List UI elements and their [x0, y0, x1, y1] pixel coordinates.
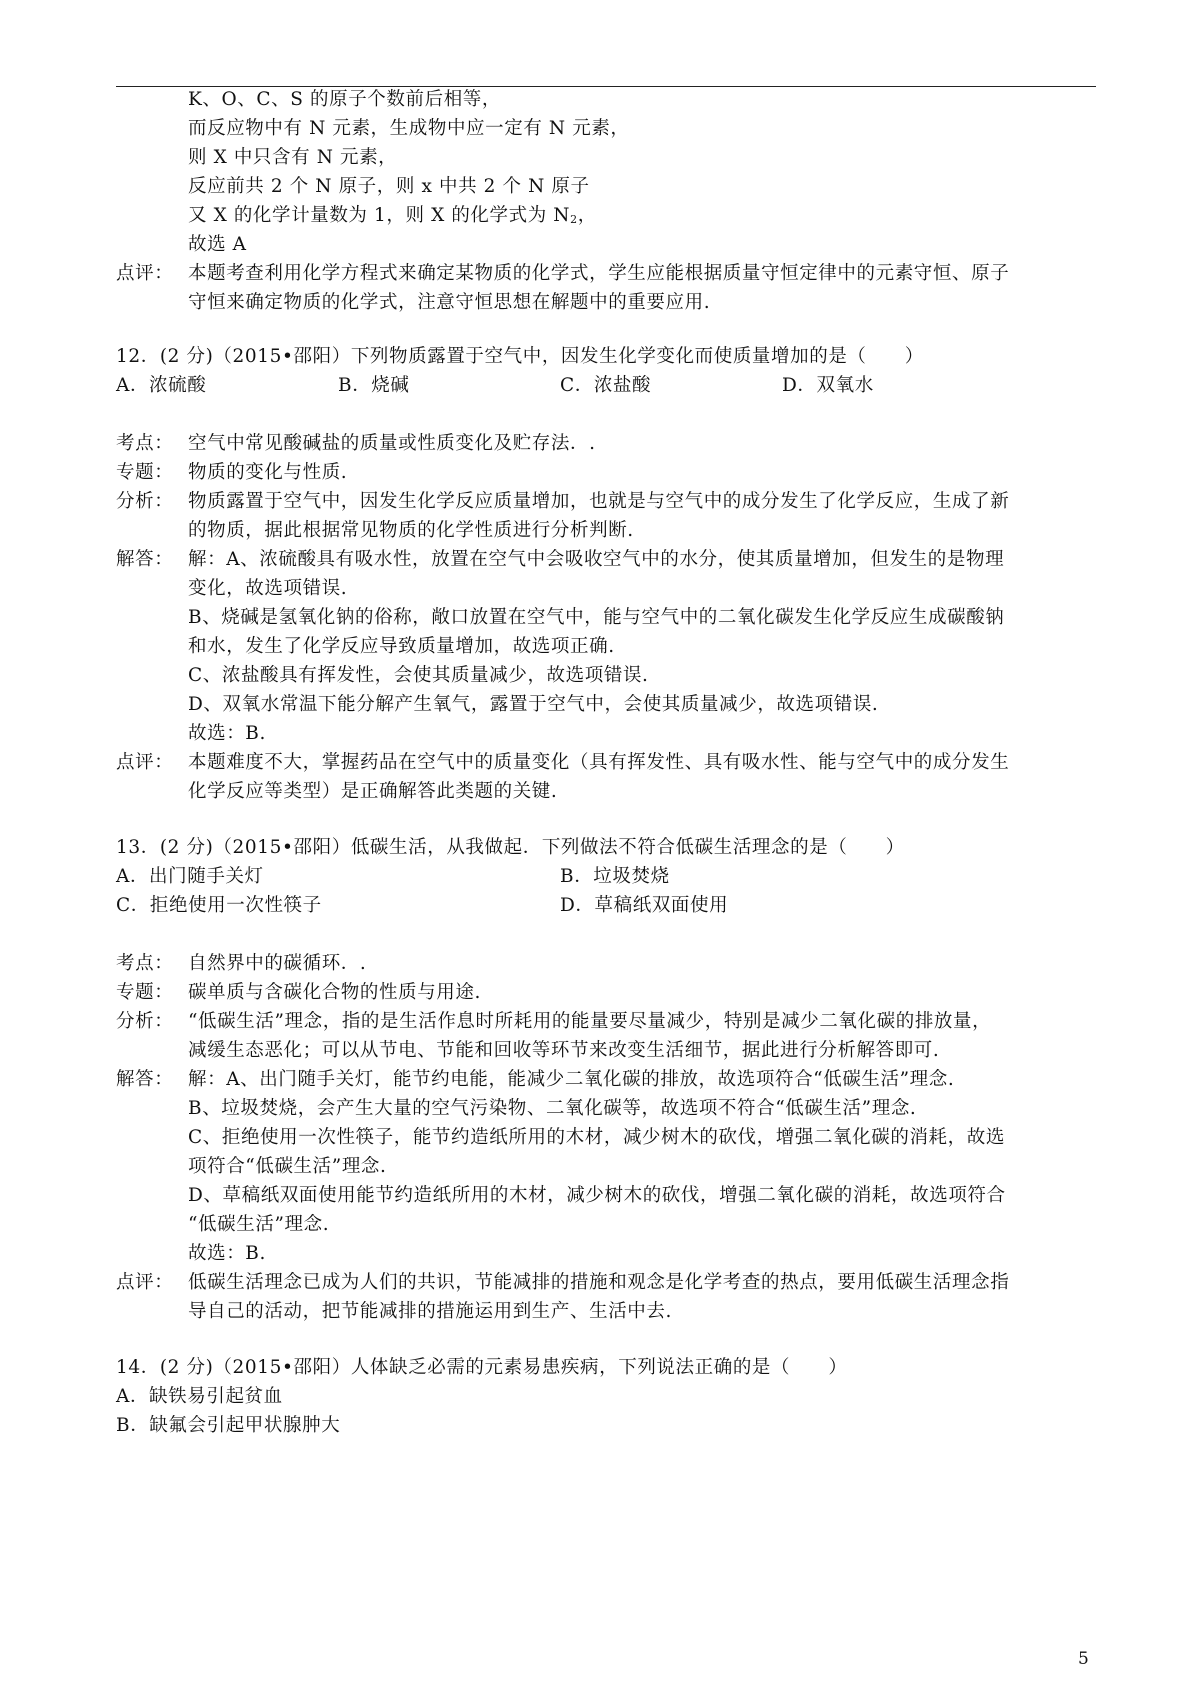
- jieda-label: 解答：: [116, 549, 174, 570]
- q14-option-b: B．缺氟会引起甲状腺肿大: [116, 1415, 341, 1436]
- jieda-line: 和水，发生了化学反应导致质量增加，故选项正确.: [188, 636, 615, 657]
- zhuanti-text: 碳单质与含碳化合物的性质与用途.: [188, 982, 481, 1003]
- zhuanti-text: 物质的变化与性质.: [188, 462, 348, 483]
- q13-option-c: C．拒绝使用一次性筷子: [116, 895, 322, 916]
- jieda-label: 解答：: [116, 1069, 174, 1090]
- jieda-line: 解：A、出门随手关灯，能节约电能，能减少二氧化碳的排放，故选项符合“低碳生活”理念.: [188, 1069, 955, 1090]
- comment-line: 守恒来确定物质的化学式，注意守恒思想在解题中的重要应用.: [188, 292, 711, 313]
- zhuanti-label: 专题：: [116, 462, 174, 483]
- q12-option-d: D．双氧水: [782, 375, 874, 396]
- formula-subscript: 2: [570, 213, 578, 226]
- jieda-line: 变化，故选项错误.: [188, 578, 348, 599]
- answer-line: 而反应物中有 N 元素，生成物中应一定有 N 元素，: [188, 118, 630, 139]
- dianping-label: 点评：: [116, 1272, 174, 1293]
- q13-option-a: A．出门随手关灯: [116, 866, 264, 887]
- dianping-label: 点评：: [116, 752, 174, 773]
- jieda-line: 项符合“低碳生活”理念.: [188, 1156, 387, 1177]
- answer-line: K、O、C、S 的原子个数前后相等，: [188, 89, 501, 110]
- jieda-line: “低碳生活”理念.: [188, 1214, 330, 1235]
- jieda-line: 解：A、浓硫酸具有吸水性，放置在空气中会吸收空气中的水分，使其质量增加，但发生的是物理: [188, 549, 1005, 570]
- question-14-stem: 14．(2 分)（2015•邵阳）人体缺乏必需的元素易患疾病，下列说法正确的是（ ）: [116, 1357, 848, 1378]
- jieda-line: B、垃圾焚烧，会产生大量的空气污染物、二氧化碳等，故选项不符合“低碳生活”理念.: [188, 1098, 917, 1119]
- question-13-stem: 13．(2 分)（2015•邵阳）低碳生活，从我做起．下列做法不符合低碳生活理念的是（ ）: [116, 837, 905, 858]
- formula-text: 又 X 的化学计量数为 1，则 X 的化学式为 N: [188, 205, 571, 226]
- q12-option-a: A．浓硫酸: [116, 375, 207, 396]
- q13-option-d: D．草稿纸双面使用: [560, 895, 729, 916]
- q12-option-b: B．烧碱: [338, 375, 410, 396]
- formula-tail: ，: [577, 205, 597, 226]
- fenxi-label: 分析：: [116, 491, 174, 512]
- fenxi-line: “低碳生活”理念，指的是生活作息时所耗用的能量要尽量减少，特别是减少二氧化碳的排放量，: [188, 1011, 992, 1032]
- fenxi-line: 减缓生态恶化；可以从节电、节能和回收等环节来改变生活细节，据此进行分析解答即可.: [188, 1040, 940, 1061]
- answer-line: 则 X 中只含有 N 元素，: [188, 147, 398, 168]
- fenxi-line: 物质露置于空气中，因发生化学反应质量增加，也就是与空气中的成分发生了化学反应，生成了新: [188, 491, 1010, 512]
- kaodian-text: 自然界中的碳循环．.: [188, 953, 367, 974]
- question-12-stem: 12．(2 分)（2015•邵阳）下列物质露置于空气中，因发生化学变化而使质量增加的是（ ）: [116, 346, 924, 367]
- answer-line: 反应前共 2 个 N 原子，则 x 中共 2 个 N 原子: [188, 176, 590, 197]
- kaodian-label: 考点：: [116, 953, 174, 974]
- page-number: 5: [1078, 1649, 1089, 1669]
- kaodian-label: 考点：: [116, 433, 174, 454]
- q14-option-a: A．缺铁易引起贫血: [116, 1386, 283, 1407]
- comment-line: 本题考查利用化学方程式来确定某物质的化学式，学生应能根据质量守恒定律中的元素守恒、原子: [188, 263, 1010, 284]
- dianping-line: 导自己的活动，把节能减排的措施运用到生产、生活中去.: [188, 1301, 672, 1322]
- answer-line: 故选 A: [188, 234, 247, 255]
- jieda-line: D、双氧水常温下能分解产生氧气，露置于空气中，会使其质量减少，故选项错误.: [188, 694, 879, 715]
- zhuanti-label: 专题：: [116, 982, 174, 1003]
- fenxi-label: 分析：: [116, 1011, 174, 1032]
- jieda-line: D、草稿纸双面使用能节约造纸所用的木材，减少树木的砍伐，增强二氧化碳的消耗，故选项符合: [188, 1185, 1006, 1206]
- answer-line-formula: [188, 204, 597, 232]
- comment-label: 点评：: [116, 263, 174, 284]
- q13-option-b: B．垃圾焚烧: [560, 866, 670, 887]
- header-rule: [116, 86, 1096, 87]
- jieda-line: C、拒绝使用一次性筷子，能节约造纸所用的木材，减少树木的砍伐，增强二氧化碳的消耗，故选: [188, 1127, 1005, 1148]
- jieda-line: 故选：B.: [188, 1243, 266, 1264]
- dianping-line: 化学反应等类型）是正确解答此类题的关键.: [188, 781, 558, 802]
- jieda-line: B、烧碱是氢氧化钠的俗称，敞口放置在空气中，能与空气中的二氧化碳发生化学反应生成碳酸钠: [188, 607, 1005, 628]
- jieda-line: C、浓盐酸具有挥发性，会使其质量减少，故选项错误.: [188, 665, 649, 686]
- kaodian-text: 空气中常见酸碱盐的质量或性质变化及贮存法．.: [188, 433, 596, 454]
- jieda-line: 故选：B.: [188, 723, 266, 744]
- fenxi-line: 的物质，据此根据常见物质的化学性质进行分析判断.: [188, 520, 634, 541]
- dianping-line: 低碳生活理念已成为人们的共识，节能减排的措施和观念是化学考查的热点，要用低碳生活理念指: [188, 1272, 1010, 1293]
- q12-option-c: C．浓盐酸: [560, 375, 652, 396]
- dianping-line: 本题难度不大，掌握药品在空气中的质量变化（具有挥发性、具有吸水性、能与空气中的成分发生: [188, 752, 1010, 773]
